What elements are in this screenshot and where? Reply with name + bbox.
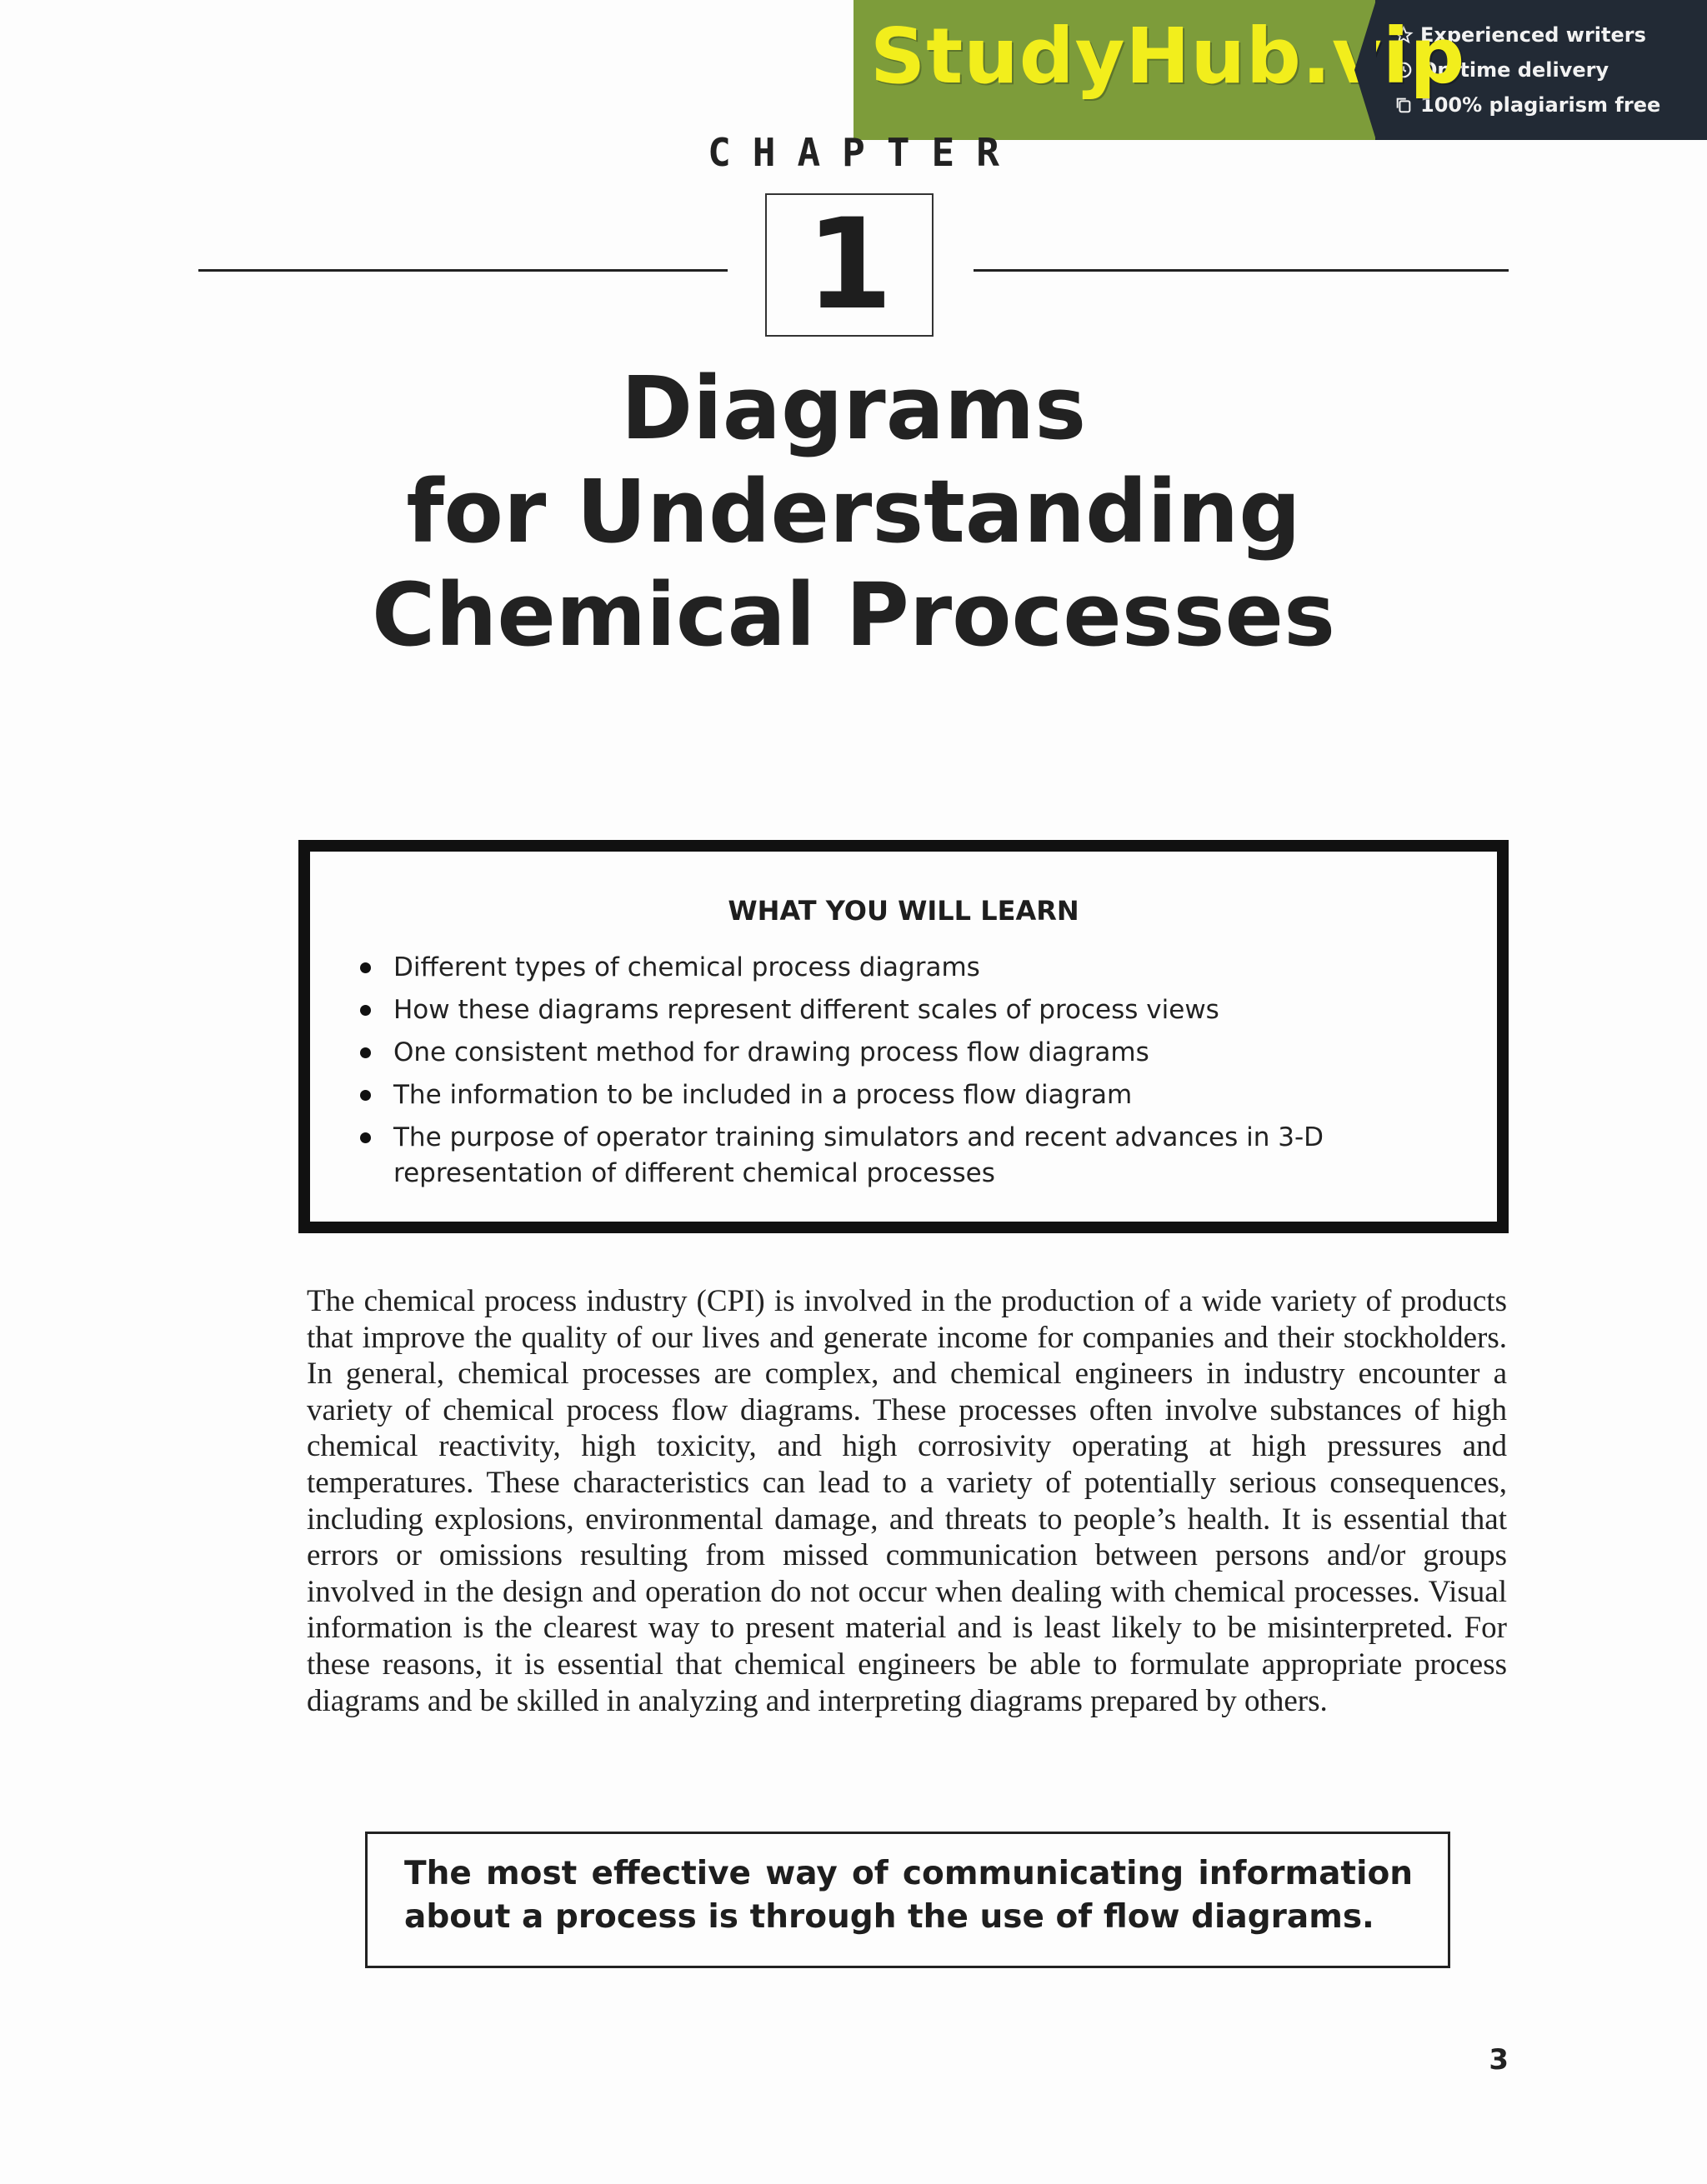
studyhub-banner[interactable] — [854, 0, 1707, 140]
list-item: The purpose of operator training simulators and recent advances in 3-D representation of different chemical processes — [360, 1120, 1444, 1192]
header-rule-left — [198, 269, 728, 272]
learning-objectives-list — [360, 950, 1444, 1198]
brand-logo-text[interactable]: StudyHub.vip — [870, 12, 1466, 101]
list-item: Different types of chemical process diagrams — [360, 950, 1444, 986]
chapter-title-line: Chemical Processes — [372, 564, 1335, 666]
header-rule-right — [974, 269, 1509, 272]
banner-notch — [1354, 0, 1376, 140]
chapter-title-line: Diagrams — [620, 357, 1087, 459]
chapter-title-line: for Understanding — [406, 461, 1301, 562]
learning-objectives-heading: WHAT YOU WILL LEARN — [728, 895, 1079, 927]
chapter-number: 1 — [805, 192, 894, 337]
list-item: The information to be included in a process flow diagram — [360, 1077, 1444, 1113]
list-item: How these diagrams represent different scales of process views — [360, 992, 1444, 1028]
chapter-label: CHAPTER — [708, 130, 1021, 175]
chapter-number-box — [765, 193, 934, 337]
key-point-callout — [365, 1832, 1450, 1968]
page-number: 3 — [1489, 2043, 1509, 2077]
intro-paragraph: The chemical process industry (CPI) is involved in the production of a wide variety of products that improve the quality of our lives and generate income for companies and their stockholders. In general, chemical processes are complex, and chemical engineers in industry encounter a variety of chemical process flow diagrams. These processes often involve substances of high chemical reactivity, high toxicity, and high corrosivity operating at high pressures and temperatures. These characteristics can lead to a variety of potentially serious consequences, including explosions, environmental damage, and threats to people’s health. It is essential that errors or omissions resulting from missed communication between persons and/or groups involved in the design and operation do not occur when dealing with chemical processes. Visual information is the clearest way to present material and is least likely to be misinterpreted. For these reasons, it is essential that chemical engineers be able to formulate appropriate process diagrams and be skilled in analyzing and interpreting diagrams prepared by others. — [307, 1284, 1507, 1718]
feature-label: 100% plagiarism free — [1420, 93, 1661, 117]
callout-text: The most effective way of communicating information about a process is through the use of flow diagrams. — [404, 1855, 1413, 1936]
chapter-title — [0, 357, 1707, 667]
learning-objectives-box — [298, 840, 1509, 1233]
feature-label: On-time delivery — [1420, 58, 1609, 82]
brand-panel[interactable] — [854, 0, 1466, 140]
feature-label: Experienced writers — [1420, 23, 1646, 47]
list-item: One consistent method for drawing process flow diagrams — [360, 1035, 1444, 1071]
